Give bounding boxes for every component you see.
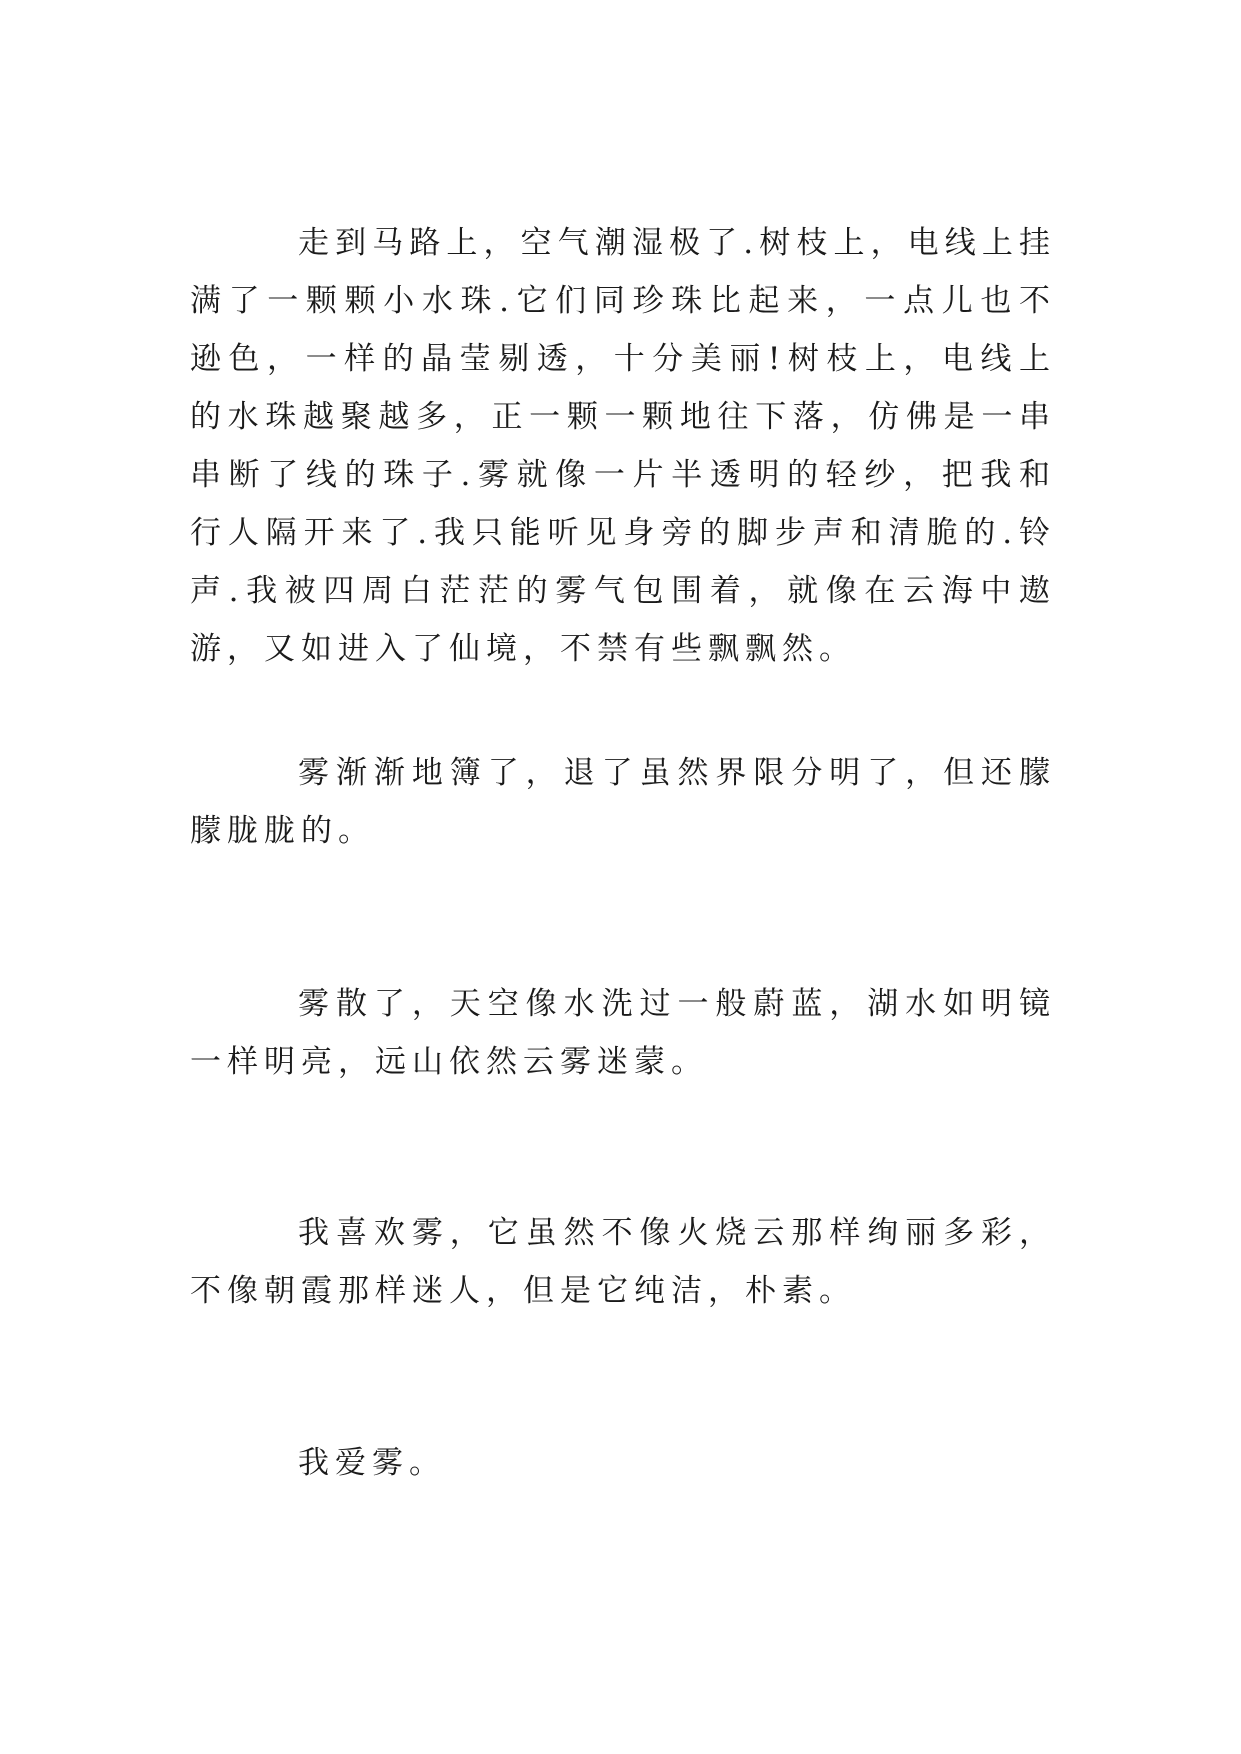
paragraph-2: 雾渐渐地簿了，退了虽然界限分明了，但还朦朦胧胧的。: [190, 755, 1056, 849]
paragraph-3: 雾散了，天空像水洗过一般蔚蓝，湖水如明镜一样明亮，远山依然云雾迷蒙。: [190, 986, 1056, 1080]
paragraph-4: 我喜欢雾，它虽然不像火烧云那样绚丽多彩，不像朝霞那样迷人，但是它纯洁，朴素。: [190, 1215, 1056, 1309]
paragraph-5: 我爱雾。: [298, 1445, 446, 1481]
paragraph-1: 走到马路上，空气潮湿极了.树枝上，电线上挂满了一颗颗小水珠.它们同珍珠比起来，一点儿也不逊色，一样的晶莹剔透，十分美丽!树枝上，电线上的水珠越聚越多，正一颗一颗地往下落，仿佛是一串串断了线的珠子.雾就像一片半透明的轻纱，把我和行人隔开来了.我只能听见身旁的脚步声和清脆的.铃声.我被四周白茫茫的雾气包围着，就像在云海中遨游，又如进入了仙境，不禁有些飘飘然。: [190, 225, 1056, 667]
